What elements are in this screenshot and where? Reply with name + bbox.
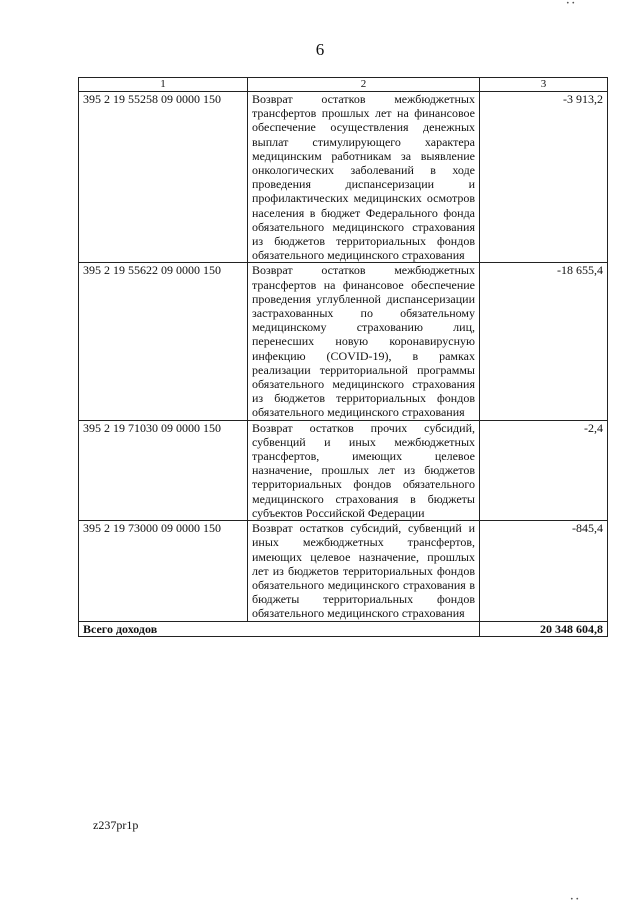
bottom-right-mark: • •: [570, 896, 579, 903]
budget-code-cell: 395 2 19 73000 09 0000 150: [79, 521, 248, 621]
document-code: z237pr1p: [93, 818, 139, 832]
table-header-row: [79, 78, 608, 92]
total-row: [79, 621, 608, 636]
budget-code-cell: 395 2 19 55622 09 0000 150: [79, 263, 248, 420]
table-row: [79, 420, 608, 520]
revenue-table: [78, 77, 608, 637]
description-cell: Возврат остатков прочих субсидий, субвенций и иных межбюджетных трансфертов, имеющих целевое назначение, прошлых лет из бюджетов территориальных фондов обязательного медицинского страхования в бюджеты субъектов Российской Федерации: [248, 420, 480, 520]
amount-cell: -18 655,4: [480, 263, 608, 420]
column-header-3: 3: [480, 78, 608, 92]
total-label: Всего доходов: [79, 621, 480, 636]
description-cell: Возврат остатков субсидий, субвенций и иных межбюджетных трансфертов, имеющих целевое назначение, прошлых лет из бюджетов территориальных фондов обязательного медицинского страхования в бюджеты территориальных фондов обязательного медицинского страхования: [248, 521, 480, 621]
page-number: 6: [315, 40, 325, 59]
table-row: [79, 521, 608, 621]
budget-code-cell: 395 2 19 55258 09 0000 150: [79, 92, 248, 263]
total-amount: 20 348 604,8: [480, 621, 608, 636]
table-row: [79, 92, 608, 263]
description-cell: Возврат остатков межбюджетных трансфертов прошлых лет на финансовое обеспечение осуществления денежных выплат стимулирующего характера медицинским работникам за выявление онкологических заболеваний в ходе проведения диспансеризации и профилактических медицинских осмотров населения в бюджет Федерального фонда обязательного медицинского страхования из бюджетов территориальных фондов обязательного медицинского страхования: [248, 92, 480, 263]
budget-code-cell: 395 2 19 71030 09 0000 150: [79, 420, 248, 520]
column-header-2: 2: [248, 78, 480, 92]
table-row: [79, 263, 608, 420]
amount-cell: -845,4: [480, 521, 608, 621]
description-cell: Возврат остатков межбюджетных трансфертов на финансовое обеспечение проведения углубленной диспансеризации застрахованных по обязательному медицинскому страхованию лиц, перенесших новую коронавирусную инфекцию (COVID-19), в рамках реализации территориальной программы обязательного медицинского страхования из бюджетов территориальных фондов обязательного медицинского страхования: [248, 263, 480, 420]
amount-cell: -3 913,2: [480, 92, 608, 263]
amount-cell: -2,4: [480, 420, 608, 520]
column-header-1: 1: [79, 78, 248, 92]
top-right-mark: • •: [566, 0, 575, 7]
